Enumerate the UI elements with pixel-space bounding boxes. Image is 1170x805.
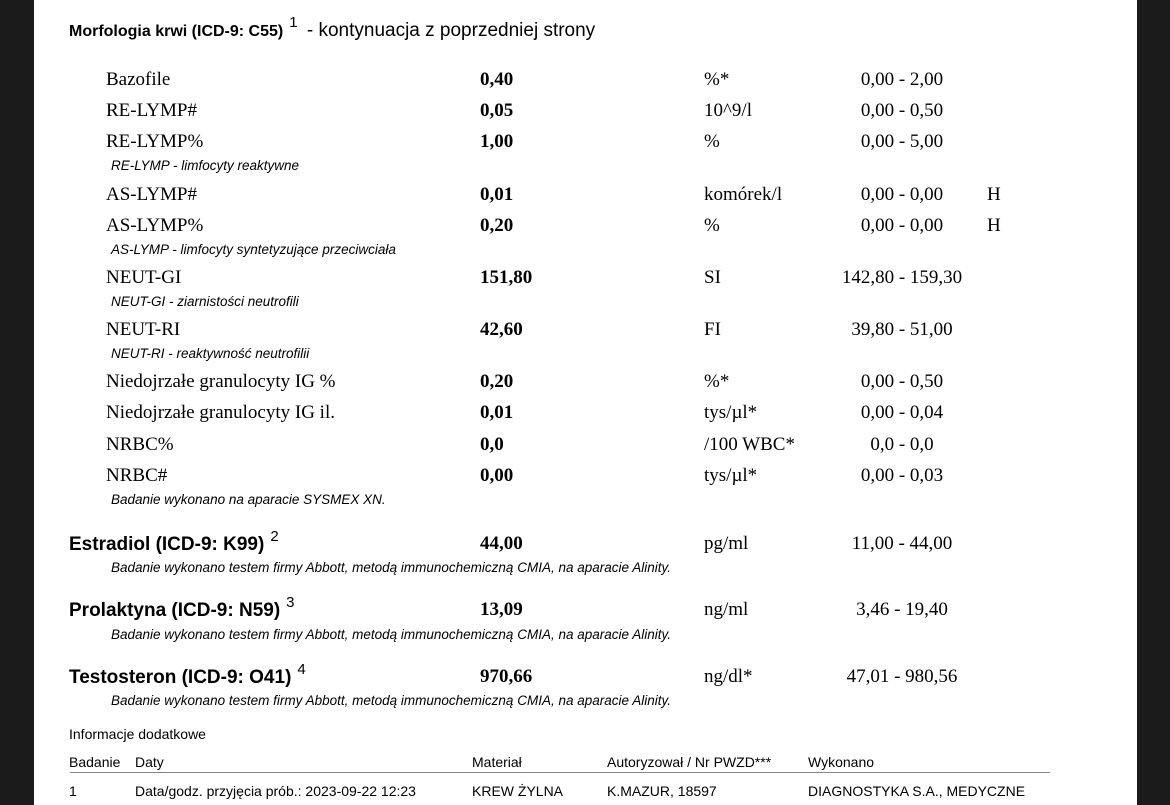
result-unit: SI bbox=[704, 267, 721, 288]
result-reference-range: 0,00 - 0,00 bbox=[860, 184, 944, 205]
test-title bbox=[69, 661, 306, 689]
section-title: Morfologia krwi (ICD-9: C55) bbox=[69, 23, 284, 40]
section-continuation: - kontynuacja z poprzedniej strony bbox=[306, 20, 596, 41]
info-header-daty: Daty bbox=[135, 754, 164, 770]
result-unit: 10^9/l bbox=[704, 100, 752, 121]
result-name: Niedojrzałe granulocyty IG % bbox=[106, 371, 336, 392]
result-value: 0,01 bbox=[480, 402, 514, 423]
test-value: 44,00 bbox=[480, 533, 523, 554]
result-name: NEUT-RI bbox=[106, 319, 181, 340]
result-value: 0,05 bbox=[480, 100, 514, 121]
result-name: Bazofile bbox=[106, 69, 171, 90]
test-title bbox=[69, 528, 279, 556]
method-note: Badanie wykonano testem firmy Abbott, metodą immunochemiczną CMIA, na aparacie Alinity. bbox=[111, 693, 672, 708]
result-reference-range: 39,80 - 51,00 bbox=[851, 319, 953, 340]
result-reference-range: 0,00 - 0,04 bbox=[860, 402, 944, 423]
result-name: RE-LYMP# bbox=[106, 100, 197, 121]
info-cell-badanie: 1 bbox=[69, 783, 77, 799]
right-dark-margin bbox=[1137, 0, 1170, 805]
result-unit: komórek/l bbox=[704, 184, 783, 205]
result-note: RE-LYMP - limfocyty reaktywne bbox=[111, 158, 300, 173]
result-note: NEUT-RI - reaktywność neutrofilii bbox=[111, 346, 310, 361]
info-header-material: Materiał bbox=[472, 754, 522, 770]
result-reference-range: 0,00 - 0,00 bbox=[860, 215, 944, 236]
result-name: NRBC% bbox=[106, 434, 174, 455]
result-value: 0,20 bbox=[480, 215, 514, 236]
test-value: 13,09 bbox=[480, 599, 523, 620]
result-note: AS-LYMP - limfocyty syntetyzujące przeciwciała bbox=[111, 242, 396, 257]
result-reference-range: 0,00 - 0,50 bbox=[860, 371, 944, 392]
test-unit: ng/dl* bbox=[704, 666, 753, 687]
result-reference-range: 0,00 - 5,00 bbox=[860, 131, 944, 152]
result-name: NRBC# bbox=[106, 465, 168, 486]
result-name: Niedojrzałe granulocyty IG il. bbox=[106, 402, 335, 423]
result-name: NEUT-GI bbox=[106, 267, 182, 288]
test-title bbox=[69, 594, 295, 622]
info-cell-material: KREW ŻYLNA bbox=[472, 783, 564, 799]
result-value: 0,01 bbox=[480, 184, 514, 205]
result-value: 1,00 bbox=[480, 131, 514, 152]
result-unit: /100 WBC* bbox=[704, 434, 795, 455]
info-header-wykonano: Wykonano bbox=[808, 754, 875, 770]
method-note: Badanie wykonano testem firmy Abbott, metodą immunochemiczną CMIA, na aparacie Alinity. bbox=[111, 627, 672, 642]
result-unit: % bbox=[704, 215, 720, 236]
test-title-text: Testosteron (ICD-9: O41) bbox=[69, 667, 292, 688]
section-header bbox=[69, 14, 596, 42]
result-reference-range: 0,00 - 0,03 bbox=[860, 465, 944, 486]
result-value: 0,00 bbox=[480, 465, 514, 486]
result-reference-range: 142,80 - 159,30 bbox=[841, 267, 963, 288]
result-flag-high: H bbox=[987, 184, 1001, 205]
method-note: Badanie wykonano testem firmy Abbott, metodą immunochemiczną CMIA, na aparacie Alinity. bbox=[111, 560, 672, 575]
info-heading: Informacje dodatkowe bbox=[69, 726, 206, 742]
result-value: 0,40 bbox=[480, 69, 514, 90]
result-value: 0,20 bbox=[480, 371, 514, 392]
result-flag-high: H bbox=[987, 215, 1001, 236]
test-footnote-ref: 4 bbox=[297, 661, 306, 678]
result-unit: %* bbox=[704, 69, 730, 90]
result-unit: %* bbox=[704, 371, 730, 392]
test-title-text: Estradiol (ICD-9: K99) bbox=[69, 534, 265, 555]
result-value: 151,80 bbox=[480, 267, 533, 288]
info-cell-daty: Data/godz. przyjęcia prób.: 2023-09-22 12:23 bbox=[135, 783, 416, 799]
result-reference-range: 0,0 - 0,0 bbox=[870, 434, 934, 455]
result-value: 42,60 bbox=[480, 319, 523, 340]
result-value: 0,0 bbox=[480, 434, 504, 455]
test-title-text: Prolaktyna (ICD-9: N59) bbox=[69, 600, 281, 621]
result-name: RE-LYMP% bbox=[106, 131, 204, 152]
result-reference-range: 0,00 - 2,00 bbox=[860, 69, 944, 90]
result-unit: % bbox=[704, 131, 720, 152]
result-reference-range: 0,00 - 0,50 bbox=[860, 100, 944, 121]
method-note: Badanie wykonano na aparacie SYSMEX XN. bbox=[111, 492, 386, 507]
test-value: 970,66 bbox=[480, 666, 533, 687]
test-unit: pg/ml bbox=[704, 533, 749, 554]
result-unit: FI bbox=[704, 319, 721, 340]
result-name: AS-LYMP% bbox=[106, 215, 204, 236]
test-reference-range: 3,46 - 19,40 bbox=[856, 599, 948, 620]
info-table-divider bbox=[70, 772, 1050, 773]
test-footnote-ref: 3 bbox=[286, 594, 295, 611]
test-reference-range: 47,01 - 980,56 bbox=[846, 666, 958, 687]
test-reference-range: 11,00 - 44,00 bbox=[851, 533, 953, 554]
result-note: NEUT-GI - ziarnistości neutrofili bbox=[111, 294, 299, 309]
section-footnote-ref: 1 bbox=[289, 14, 298, 31]
test-footnote-ref: 2 bbox=[270, 528, 279, 545]
info-header-autoryzowal: Autoryzował / Nr PWZD*** bbox=[607, 754, 772, 770]
left-dark-margin bbox=[0, 0, 34, 805]
result-name: AS-LYMP# bbox=[106, 184, 198, 205]
test-unit: ng/ml bbox=[704, 599, 749, 620]
info-cell-wykonano: DIAGNOSTYKA S.A., MEDYCZNE bbox=[808, 783, 1026, 799]
result-unit: tys/µl* bbox=[704, 465, 758, 486]
info-header-badanie: Badanie bbox=[69, 754, 121, 770]
result-unit: tys/µl* bbox=[704, 402, 758, 423]
info-cell-autoryzowal: K.MAZUR, 18597 bbox=[607, 783, 717, 799]
